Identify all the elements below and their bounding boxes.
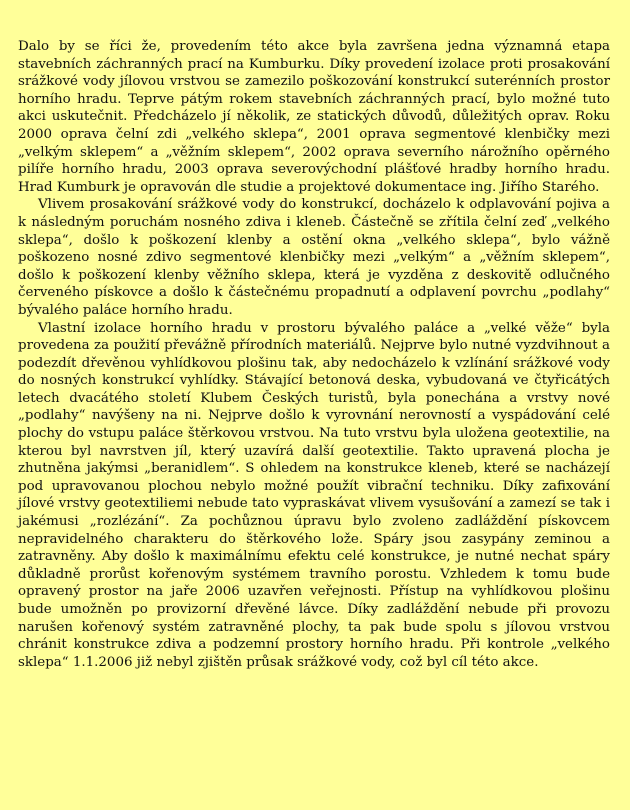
paragraph-insulation: Vlastní izolace horního hradu v prostoru bývalého paláce a „velké věže“ byla provedena za použití převážně přírodních materiálů. Nejprve bylo nutné vyzdvihnout a podezdít dřevěnou vyhlídkovou plošinu tak, aby nedocházelo k vzlínání srážkové vody do nosných konstrukcí vyhlídky. Stávající betonová deska, vybudovaná ve čtyřicátých letech dvacátého století Klubem Českých turistů, byla ponechána a vrstvy nové „podlahy“ navýšeny na ni. Nejprve došlo k vyrovnání nerovností a vyspádování celé plochy do vstupu paláce štěrkovou vrstvou. Na tuto vrstvu byla uložena geotextilie, na kterou byl navrstven jíl, který uzavírá další geotextilie. Takto upravená plocha je zhutněna jakýmsi „beranidlem“. S ohledem na konstrukce kleneb, které se nacházejí pod upravovanou plochou nebylo možné použít vibrační techniku. Díky zafixování jílové vrstvy geotextiliemi nebude tato vypraskávat vlivem vysušování a zamezí se tak i jakémusi „rozlézání“. Za pochůznou úpravu bylo zvoleno zadláždění pískovcem nepravidelného charakteru do štěrkového lože. Spáry jsou zasypány zeminou a zatravněny. Aby došlo k maximálnímu efektu celé konstrukce, je nutné nechat spáry důkladně prorůst kořenovým systémem travního porostu. Vzhledem k tomu bude opravený prostor na jaře 2006 uzavřen veřejnosti. Přístup na vyhlídkovou plošinu bude umožněn po provizorní dřevěné lávce. Díky zadláždění nebude při provozu narušen kořenový systém zatravněné plochy, ta pak bude spolu s jílovou vrstvou chránit konstrukce zdiva a podzemní prostory horního hradu. Při kontrole „velkého sklepa“ 1.1.2006 již nebyl zjištěn průsak srážkové vody, což byl cíl této akce. [18, 320, 610, 670]
paragraph-damage: Vlivem prosakování srážkové vody do konstrukcí, docházelo k odplavování pojiva a k následným poruchám nosného zdiva i kleneb. Částečně se zřítila čelní zeď „velkého sklepa“, došlo k poškození klenby a ostění okna „velkého sklepa“, bylo vážně poškozeno nosné zdivo segmentové klenbičky mezi „velkým“ a „věžním sklepem“, došlo k poškození klenby věžního sklepa, která je vyzděna z deskovitě odlučného červeného pískovce a došlo k částečnému propadnutí a odplavení povrchu „podlahy“ bývalého paláce horního hradu. [18, 197, 610, 318]
paragraph-intro: Dalo by se říci že, provedením této akce byla završena jedna významná etapa stavebních záchranných prací na Kumburku. Díky provedení izolace proti prosakování srážkové vody jílovou vrstvou se zamezilo poškozování konstrukcí suterénních prostor horního hradu. Teprve pátým rokem stavebních záchranných prací, bylo možné tuto akci uskutečnit. Předcházelo jí několik, ze statických důvodů, důležitých oprav. Roku 2000 oprava čelní zdi „velkého sklepa“, 2001 oprava segmentové klenbičky mezi „velkým sklepem“ a „věžním sklepem“, 2002 oprava severního nárožního opěrného pilíře horního hradu, 2003 oprava severovýchodní plášťové hradby horního hradu. Hrad Kumburk je opravován dle studie a projektové dokumentace ing. Jiřího Starého. [18, 39, 610, 195]
document-body [18, 38, 610, 671]
